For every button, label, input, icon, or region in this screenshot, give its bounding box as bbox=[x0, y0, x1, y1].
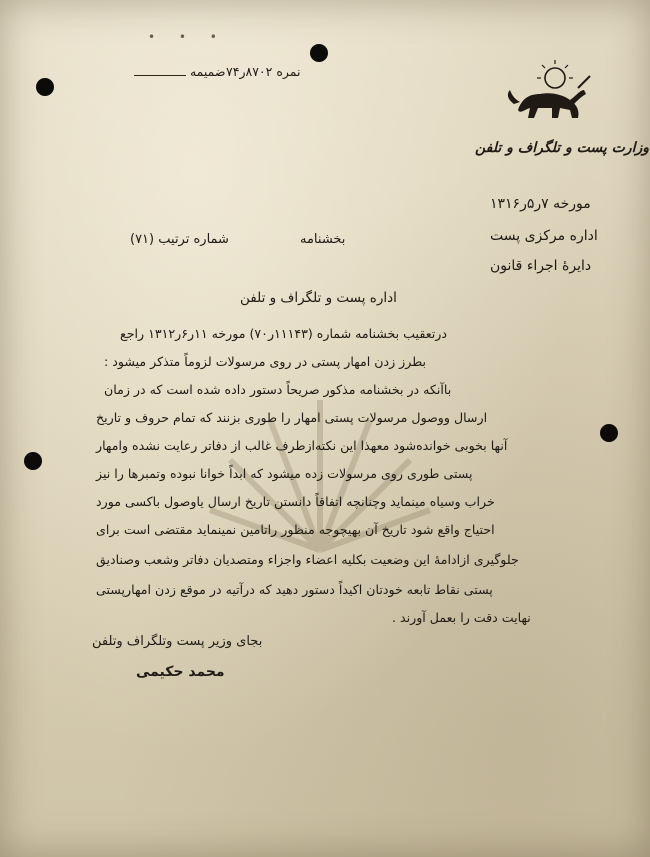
decorative-dots: • • • bbox=[148, 30, 227, 44]
ministry-name: وزارت پست و تلگراف و تلفن bbox=[475, 140, 650, 156]
punch-hole-left-top bbox=[36, 78, 54, 96]
circular-label: بخشنامه bbox=[300, 232, 346, 247]
body-line-5: آنها بخوبی خوانده‌شود معهذا این نکته‌ازطرف غالب از دفاتر رعایت نشده وامهار bbox=[96, 438, 508, 453]
attachment-blank bbox=[134, 65, 186, 76]
date-line: مورخه ۷ر۵ر۱۳۱۶ bbox=[490, 196, 591, 212]
signature-name: محمد حکیمی bbox=[136, 664, 225, 680]
body-line-7: خراب وسیاه مینماید وچنانچه اتفاقاً دانستن تاریخ ارسال یاوصول باکسی مورد bbox=[96, 494, 495, 509]
body-line-11: نهایت دقت را بعمل آورند . bbox=[392, 610, 531, 625]
punch-hole-top bbox=[310, 44, 328, 62]
attachment-label: ضمیمه bbox=[189, 64, 226, 79]
recipient-law-enforcement-dept: دایرهٔ اجراء قانون bbox=[490, 258, 592, 274]
number-value: ۸۷۰۲ر۷۴ bbox=[226, 64, 273, 79]
number-label: نمره bbox=[276, 64, 301, 79]
body-line-10: پستی نقاط تابعه خودتان اکیداً دستور دهید که درآتیه در موقع زدن امهارپستی bbox=[96, 582, 493, 597]
serial-number: شماره ترتیب (۷۱) bbox=[130, 232, 229, 247]
body-line-8: احتیاج واقع شود تاریخ آن بهیچوجه منظور راتامین نمینماید مقتضی است برای bbox=[96, 522, 495, 537]
attachment-field bbox=[130, 64, 226, 79]
punch-hole-left-bottom bbox=[24, 452, 42, 470]
number-field bbox=[226, 64, 300, 79]
punch-hole-right bbox=[600, 424, 618, 442]
body-line-2: بطرز زدن امهار پستی در روی مرسولات لزوماً متذکر میشود : bbox=[104, 354, 427, 369]
body-line-6: پستی طوری روی مرسولات زده میشود که ابداً خوانا نبوده وتمبرها را نیز bbox=[96, 466, 473, 481]
letter-addressee: اداره پست و تلگراف و تلفن bbox=[240, 290, 397, 306]
body-line-1: درتعقیب بخشنامه شماره (۱۱۱۴۳ر۷۰) مورخه ۱۱ر۶ر۱۳۱۲ راجع bbox=[120, 326, 447, 341]
body-line-3: باآنکه در بخشنامه مذکور صریحاً دستور داده شده است که در زمان bbox=[104, 382, 452, 397]
signature-on-behalf: بجای وزیر پست وتلگراف وتلفن bbox=[92, 634, 263, 649]
recipient-central-post: اداره مرکزی پست bbox=[490, 228, 598, 244]
body-line-9: جلوگیری ازادامهٔ این وضعیت بکلیه اعضاء واجزاء ومتصدیان دفاتر وشعب وصنادیق bbox=[96, 552, 519, 567]
lion-and-sun-emblem-icon bbox=[500, 60, 595, 130]
body-line-4: ارسال ووصول مرسولات پستی امهار را طوری بزنند که تمام حروف و تاریخ bbox=[96, 410, 488, 425]
